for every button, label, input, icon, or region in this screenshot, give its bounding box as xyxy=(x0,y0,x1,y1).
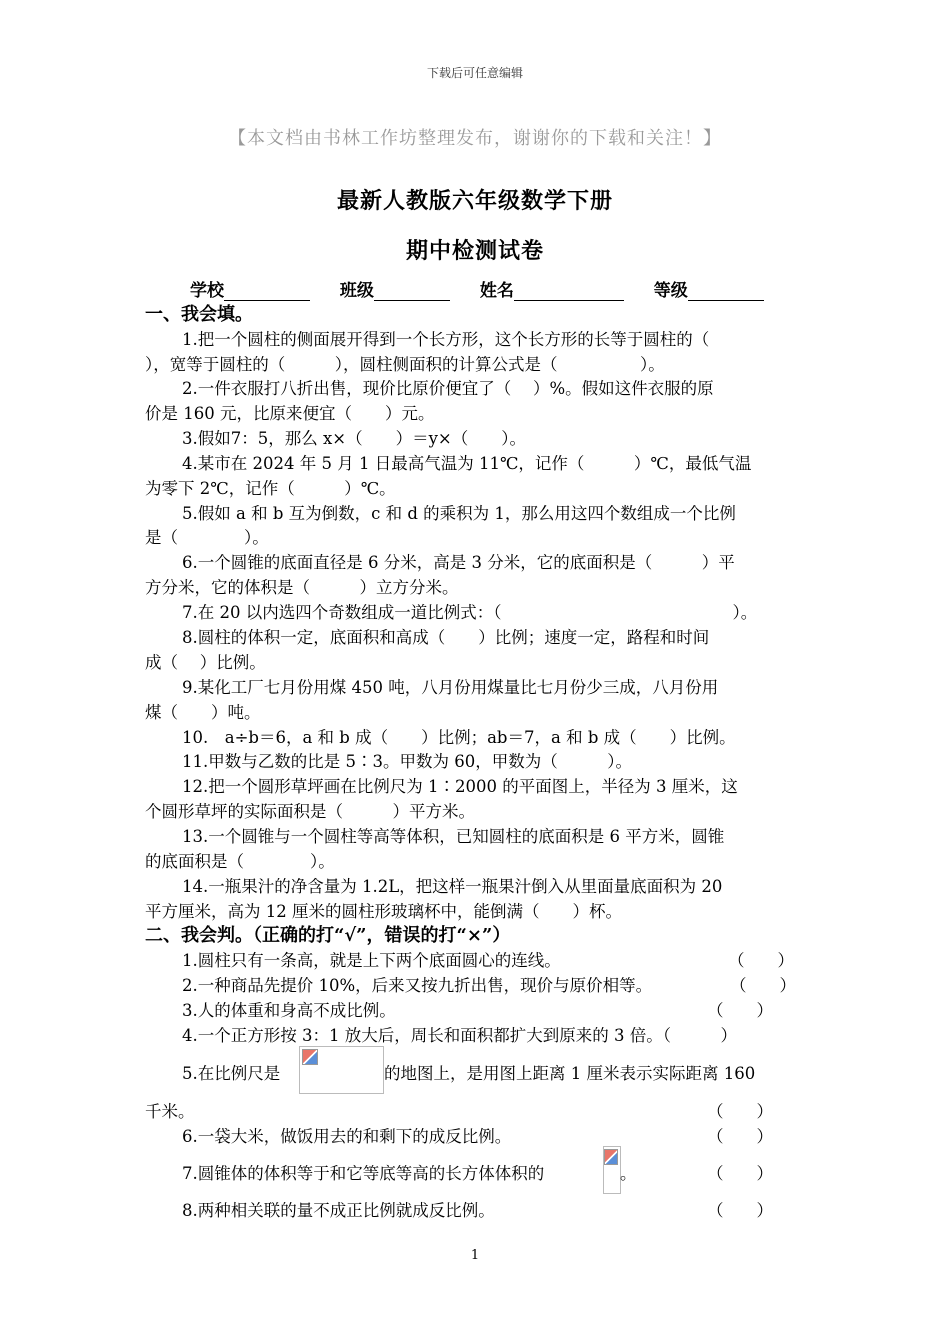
class-label: 班级 xyxy=(339,281,374,301)
question-1-line-2: ），宽等于圆柱的（ ），圆柱侧面积的计算公式是（ ）。 xyxy=(145,355,665,374)
student-info-line xyxy=(190,276,788,301)
judge-8-paren: （ ） xyxy=(707,1201,773,1220)
question-13-line-2: 的底面积是（ ）。 xyxy=(145,852,335,871)
question-5-line-2: 是（ ）。 xyxy=(145,528,269,547)
judge-7-prefix: 7.圆锥体的体积等于和它等底等高的长方体体积的 xyxy=(182,1164,545,1183)
judge-5-prefix: 5.在比例尺是 xyxy=(182,1064,281,1083)
judge-5-paren: （ ） xyxy=(707,1102,773,1121)
question-8-line-1: 8.圆柱的体积一定，底面积和高成（ ）比例；速度一定，路程和时间 xyxy=(182,628,710,647)
question-7: 7.在 20 以内选四个奇数组成一道比例式：（ ）。 xyxy=(182,603,758,622)
judge-4: 4.一个正方形按 3：1 放大后，周长和面积都扩大到原来的 3 倍。（ ） xyxy=(182,1026,737,1045)
question-9-line-2: 煤（ ）吨。 xyxy=(145,703,261,722)
question-4-line-2: 为零下 2℃，记作（ ）℃。 xyxy=(145,479,396,498)
question-11: 11.甲数与乙数的比是 5∶3。甲数为 60，甲数为（ ）。 xyxy=(182,752,632,771)
class-field xyxy=(340,276,450,301)
question-3: 3.假如7：5，那么 x×（ ）＝y×（ ）。 xyxy=(182,429,527,448)
page-number: 1 xyxy=(470,1248,480,1263)
school-blank xyxy=(224,282,310,301)
section-judge-title: 二、我会判。（正确的打“√”，错误的打“×”） xyxy=(145,925,511,946)
name-field xyxy=(480,276,624,301)
question-5-line-1: 5.假如 a 和 b 互为倒数，c 和 d 的乘积为 1，那么用这四个数组成一个比例 xyxy=(182,504,736,523)
question-13-line-1: 13.一个圆锥与一个圆柱等高等体积，已知圆柱的底面积是 6 平方米，圆锥 xyxy=(182,827,725,846)
school-field xyxy=(190,276,310,301)
question-8-line-2: 成（ ）比例。 xyxy=(145,653,266,672)
header-note: 下载后可任意编辑 xyxy=(426,66,523,80)
judge-7-paren: （ ） xyxy=(707,1164,773,1183)
image-placeholder-icon xyxy=(604,1149,618,1165)
judge-3-paren: （ ） xyxy=(707,1001,773,1020)
broken-image-icon xyxy=(299,1046,384,1094)
judge-3: 3.人的体重和身高不成比例。 xyxy=(182,1001,396,1020)
document-title: 最新人教版六年级数学下册 xyxy=(336,188,613,214)
judge-7-suffix: 。 xyxy=(620,1164,637,1183)
grade-blank xyxy=(688,282,764,301)
judge-2: 2.一种商品先提价 10%，后来又按九折出售，现价与原价相等。 xyxy=(182,976,653,995)
judge-5-suffix: 的地图上，是用图上距离 1 厘米表示实际距离 160 xyxy=(384,1064,756,1083)
document-subtitle: 期中检测试卷 xyxy=(405,238,544,264)
question-12-line-1: 12.把一个圆形草坪画在比例尺为 1∶2000 的平面图上，半径为 3 厘米，这 xyxy=(182,777,738,796)
judge-6-paren: （ ） xyxy=(707,1127,773,1146)
judge-6: 6.一袋大米，做饭用去的和剩下的成反比例。 xyxy=(182,1127,512,1146)
question-10: 10. a÷b＝6，a 和 b 成（ ）比例；ab＝7，a 和 b 成（ ）比例。 xyxy=(182,728,736,747)
question-14-line-2: 平方厘米，高为 12 厘米的圆柱形玻璃杯中，能倒满（ ）杯。 xyxy=(145,902,622,921)
judge-5-line-2: 千米。 xyxy=(145,1102,195,1121)
school-label: 学校 xyxy=(190,281,224,301)
grade-label: 等级 xyxy=(653,281,688,301)
question-9-line-1: 9.某化工厂七月份用煤 450 吨，八月份用煤量比七月份少三成，八月份用 xyxy=(182,678,719,697)
section-fill-in-title: 一、我会填。 xyxy=(145,304,253,325)
broken-image-icon xyxy=(603,1146,621,1194)
judge-1-paren: （ ） xyxy=(728,951,794,970)
promo-banner: 【本文档由书林工作坊整理发布，谢谢你的下载和关注！】 xyxy=(228,128,722,149)
question-6-line-1: 6.一个圆锥的底面直径是 6 分米，高是 3 分米，它的底面积是（ ）平 xyxy=(182,553,735,572)
question-4-line-1: 4.某市在 2024 年 5 月 1 日最高气温为 11℃，记作（ ）℃，最低气温 xyxy=(182,454,752,473)
name-label: 姓名 xyxy=(479,281,514,301)
grade-field xyxy=(654,276,764,301)
question-14-line-1: 14.一瓶果汁的净含量为 1.2L，把这样一瓶果汁倒入从里面量底面积为 20 xyxy=(182,877,723,896)
question-2-line-2: 价是 160 元，比原来便宜（ ）元。 xyxy=(145,404,435,423)
judge-2-paren: （ ） xyxy=(730,976,796,995)
question-12-line-2: 个圆形草坪的实际面积是（ ）平方米。 xyxy=(145,802,475,821)
question-1-line-1: 1.把一个圆柱的侧面展开得到一个长方形，这个长方形的长等于圆柱的（ xyxy=(182,330,710,349)
question-6-line-2: 方分米，它的体积是（ ）立方分米。 xyxy=(145,578,459,597)
class-blank xyxy=(374,282,450,301)
question-2-line-1: 2.一件衣服打八折出售，现价比原价便宜了（ ）%。假如这件衣服的原 xyxy=(182,379,714,398)
judge-1: 1.圆柱只有一条高，就是上下两个底面圆心的连线。 xyxy=(182,951,561,970)
name-blank xyxy=(514,282,624,301)
judge-8: 8.两种相关联的量不成正比例就成反比例。 xyxy=(182,1201,495,1220)
image-placeholder-icon xyxy=(302,1049,318,1065)
